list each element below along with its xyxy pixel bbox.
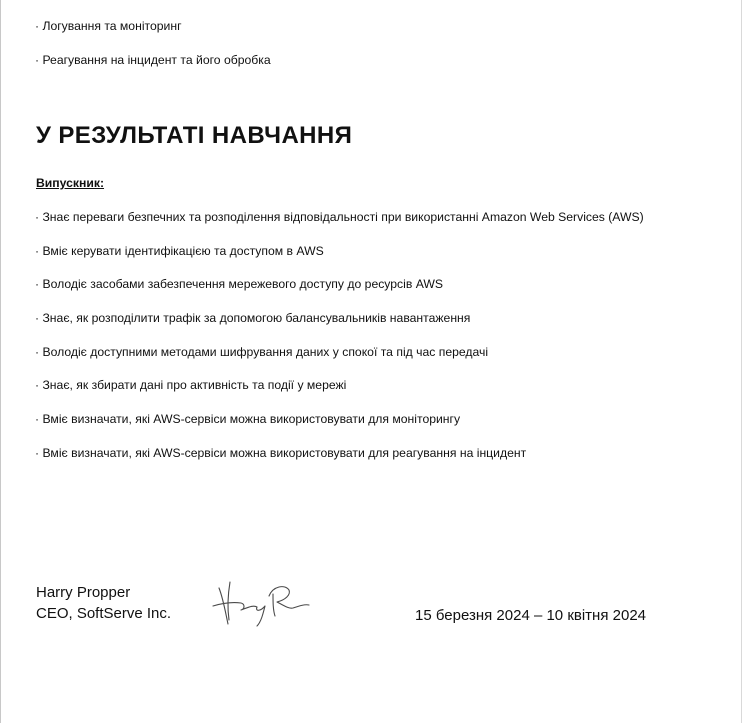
section-title: У РЕЗУЛЬТАТІ НАВЧАННЯ [36,122,353,149]
graduate-label: Випускник: [36,176,105,190]
outcome-item: · Вміє керувати ідентифікацією та доступом в AWS [35,244,324,258]
page-right-border [741,0,742,723]
outcome-item: · Знає переваги безпечних та розподілення відповідальності при використанні Amazon Web Services (AWS) [35,210,644,224]
topic-item: · Реагування на інцидент та його обробка [35,53,271,67]
outcome-item: · Вміє визначати, які AWS-сервіси можна використовувати для моніторингу [35,412,461,426]
outcome-item: · Знає, як збирати дані про активність та події у мережі [35,378,347,392]
outcome-item: · Знає, як розподілити трафік за допомогою балансувальників навантаження [35,311,471,325]
page-left-border [0,0,1,723]
outcome-item: · Володіє засобами забезпечення мережевого доступу до ресурсів AWS [35,277,444,291]
course-dates: 15 березня 2024 – 10 квітня 2024 [415,607,646,624]
outcome-item: · Вміє визначати, які AWS-сервіси можна використовувати для реагування на інцидент [35,446,527,460]
handwritten-signature [205,576,315,628]
signer-position: CEO, SoftServe Inc. [36,605,172,622]
outcome-item: · Володіє доступними методами шифрування даних у спокої та під час передачі [35,345,489,359]
topic-item: · Логування та моніторинг [35,19,182,33]
signer-name: Harry Propper [36,584,131,601]
